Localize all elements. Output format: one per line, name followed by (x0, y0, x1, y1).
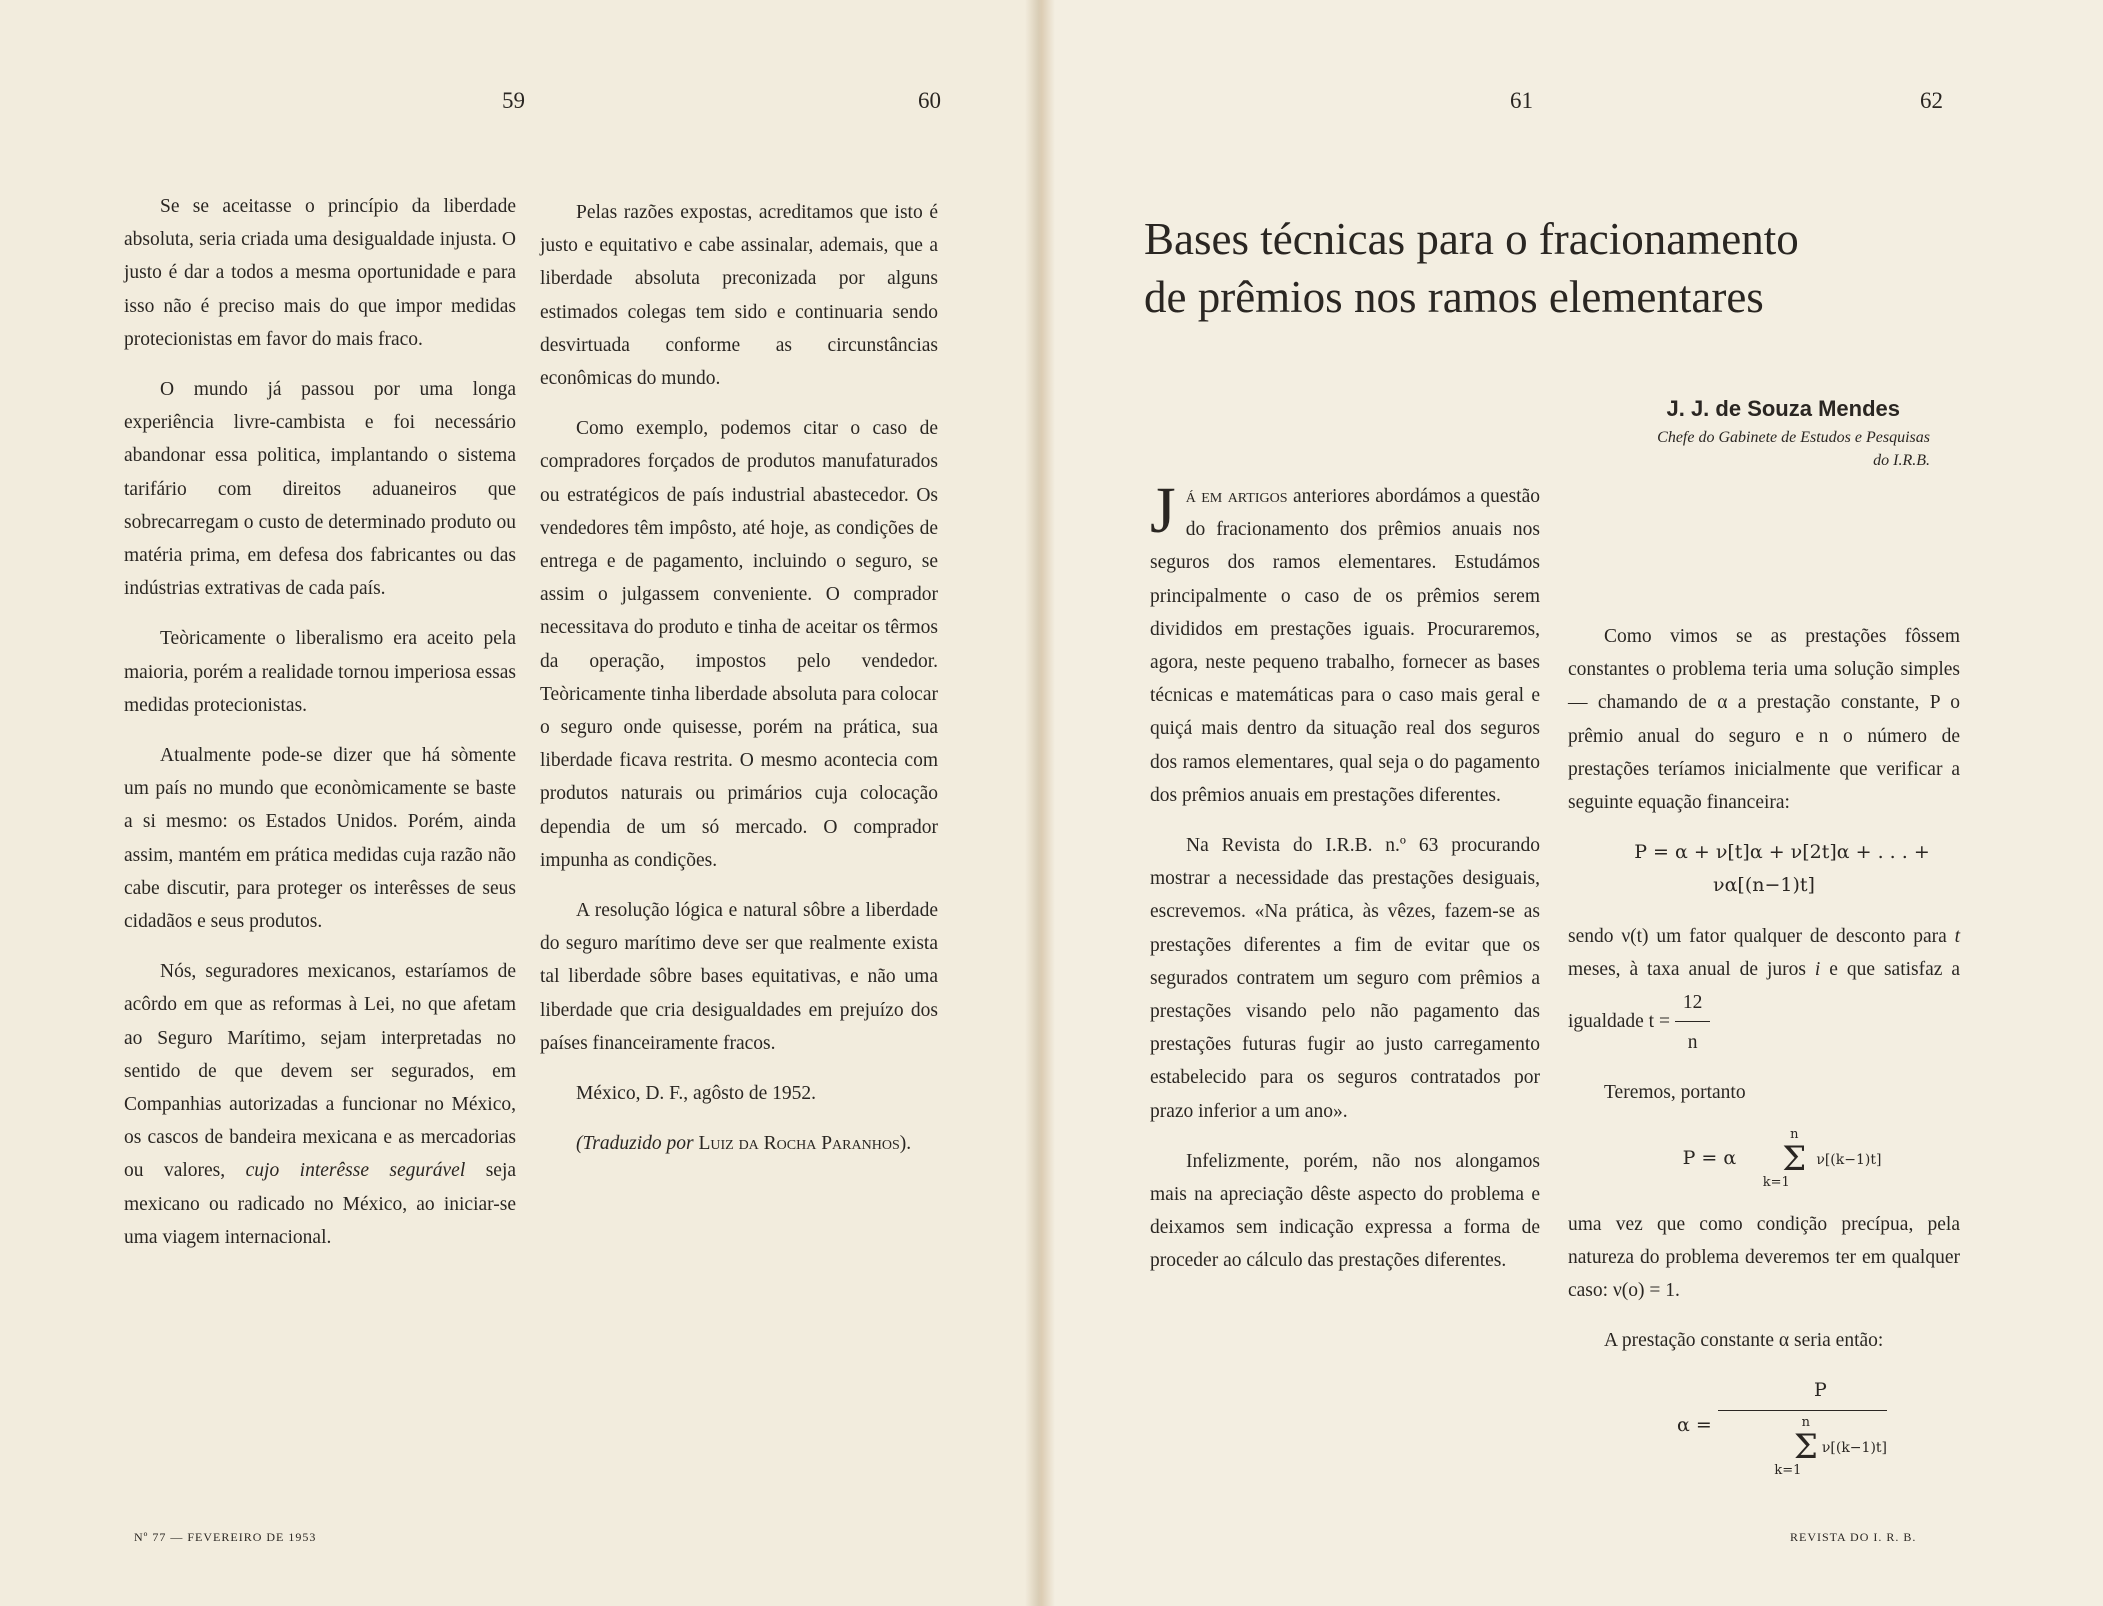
right-page-column-1 (1150, 474, 1540, 1295)
paragraph: Como vimos se as prestações fôssem constantes o problema teria uma solução simples — chamando de α a prestação constante, P o prêmio anual do seguro e n o número de prestações teríamos inicialmente que verificar a seguinte equação financeira: (1568, 626, 1960, 814)
sigma-symbol: n Σ k=1 (1762, 1126, 1807, 1190)
left-page-column-2 (540, 196, 938, 1177)
paragraph: A resolução lógica e natural sôbre a liberdade do seguro marítimo deve ser que realmente exista tal liberdade sôbre bases equitativas, e não uma liberdade que cria desigualdades em prejuízo dos países financeiramente fracos. (540, 900, 938, 1054)
formula-alpha: α = P n Σ k=1ν[(k−1)t] (1568, 1374, 1960, 1478)
paragraph: O mundo já passou por uma longa experiência livre-cambista e foi necessário abandonar essa politica, implantando o sistema tarifário com direitos aduaneiros que sobrecarregam o custo de determinado produto ou matéria prima, em defesa dos fabricantes ou das indústrias extrativas de cada país. (124, 379, 516, 600)
page-number-59: 59 (502, 88, 525, 113)
paragraph: sendo ν(t) um fator qualquer de desconto para t meses, à taxa anual de juros i e que satisfaz a igualdade t = $\frac{12}{n}$ (1568, 920, 1960, 1060)
paragraph: Nós, seguradores mexicanos, estaríamos de acôrdo em que as reformas à Lei, no que afetam ao Seguro Marítimo, sejam interpretadas no sentido de que devem ser segurados, em Companhias autorizadas a funcionar no México, os cascos de bandeira mexicana e as mercadorias ou valores, cujo interêsse segurável seja mexicano ou radicado no México, ao iniciar-se uma viagem internacional. (124, 961, 517, 1248)
formula-annuity: P = α + ν[t]α + ν[2t]α + . . . + να[(n−1)t] (1634, 841, 1930, 897)
author-name: J. J. de Souza Mendes (1666, 396, 1900, 421)
page-number-61: 61 (1510, 88, 1533, 113)
author-affiliation: Chefe do Gabinete de Estudos e Pesquisas do I.R.B. (1657, 429, 1930, 469)
dateline: México, D. F., agôsto de 1952. (576, 1083, 816, 1105)
left-page-column-1 (124, 190, 516, 1271)
paragraph: Teremos, portanto (1604, 1082, 1746, 1104)
sigma-symbol: n Σ k=1 (1774, 1414, 1818, 1478)
drop-cap: J (1150, 474, 1176, 547)
paragraph: Se se aceitasse o princípio da liberdade absoluta, seria criada uma desigualdade injusta. O justo é dar a todos a mesma oportunidade e para isso não é preciso mais do que impor medidas protecionistas em favor do mais fraco. (124, 196, 516, 350)
formula-sum: P = α n Σ k=1 ν[(k−1)t] (1682, 1126, 1882, 1190)
article-title: Bases técnicas para o fracionamento de prêmios nos ramos elementares (1144, 214, 1799, 322)
right-footer: REVISTA DO I. R. B. (1790, 1530, 1917, 1544)
page-number-62: 62 (1920, 88, 1943, 113)
paragraph: Atualmente pode-se dizer que há sòmente um país no mundo que econòmicamente se baste a si mesmo: os Estados Unidos. Porém, ainda assim, mantém em prática medidas cuja razão não cabe discutir, para proteger os interêsses de seus cidadãos e seus produtos. (124, 745, 516, 933)
paragraph: A prestação constante α seria então: (1604, 1330, 1884, 1352)
paragraph: uma vez que como condição precípua, pela natureza do problema deveremos ter em qualquer caso: ν(o) = 1. (1568, 1213, 1960, 1302)
book-gutter (1025, 0, 1055, 1606)
page-number-60: 60 (918, 88, 941, 113)
paragraph: Como exemplo, podemos citar o caso de compradores forçados de produtos manufaturados ou estratégicos de país industrial abastecedor. Os vendedores têm impôsto, até hoje, as condições de entrega e de pagamento, incluindo o seguro, se assim o julgassem conveniente. O comprador necessitava do produto e tinha de aceitar os têrmos da operação, impostos pelo vendedor. Teòricamente tinha liberdade absoluta para colocar o seguro onde quisesse, porém na prática, sua liberdade ficava restrita. O mesmo acontecia com produtos naturais ou primários cuja colocação dependia de um só mercado. O comprador impunha as condições. (540, 418, 938, 871)
paragraph: Teòricamente o liberalismo era aceito pela maioria, porém a realidade tornou imperiosa essas medidas protecionistas. (124, 628, 516, 716)
translator-credit: (Traduzido por Luiz da Rocha Paranhos). (576, 1133, 912, 1155)
fraction-12-over-n: $\frac{12}{n}$ (1675, 986, 1711, 1059)
right-page-column-2 (1568, 620, 1960, 1496)
paragraph: Na Revista do I.R.B. n.º 63 procurando mostrar a necessidade das prestações desiguais, escrevemos. «Na prática, às vêzes, fazem-se as prestações diferentes a fim de evitar que os segurados contratem um seguro com prêmios a prestações visando pelo não pagamento das prestações futuras fugir ao justo carregamento estabelecido para os seguros contratados por prazo inferior a um ano». (1150, 835, 1540, 1122)
lead-paragraph: Já em artigos anteriores abordámos a questão do fracionamento dos prêmios anuais nos seguros dos ramos elementares. Estudámos principalmente o caso de os prêmios serem divididos em prestações iguais. Procuraremos, agora, neste pequeno trabalho, fornecer as bases técnicas e matemáticas para o caso mais geral e quiçá mais dentro da situação real dos seguros dos ramos elementares, qual seja o do pagamento dos prêmios anuais em prestações diferentes. (1150, 474, 1540, 806)
paragraph: Infelizmente, porém, não nos alongamos mais na apreciação dêste aspecto do problema e deixamos sem indicação expressa a forma de proceder ao cálculo das prestações diferentes. (1150, 1150, 1540, 1272)
paragraph: Pelas razões expostas, acreditamos que isto é justo e equitativo e cabe assinalar, ademais, que a liberdade absoluta preconizada por alguns estimados colegas tem sido e continuaria sendo desvirtuada conforme as circunstâncias econômicas do mundo. (540, 202, 938, 390)
left-footer: Nº 77 — FEVEREIRO DE 1953 (134, 1530, 317, 1544)
